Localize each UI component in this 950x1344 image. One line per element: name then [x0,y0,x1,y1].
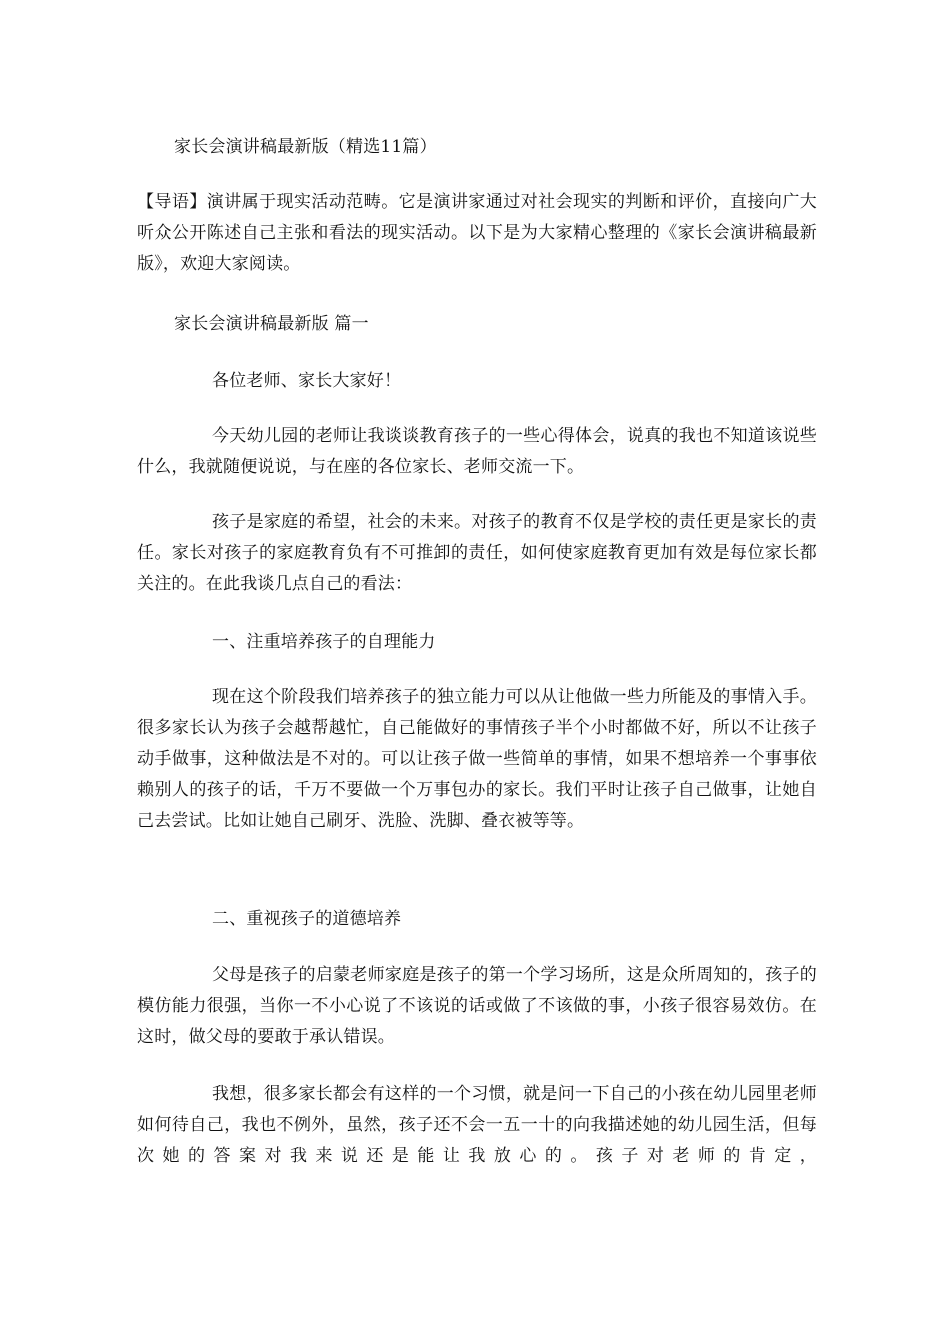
body-paragraph-4: 父母是孩子的启蒙老师家庭是孩子的第一个学习场所，这是众所周知的，孩子的模仿能力很强，当你一不小心说了不该说的话或做了不该做的事，小孩子很容易效仿。在这时，做父母的要敢于承认错误。 [137,965,817,1047]
intro-paragraph [137,187,817,280]
body-paragraph-3: 现在这个阶段我们培养孩子的独立能力可以从让他做一些力所能及的事情入手。很多家长认为孩子会越帮越忙，自己能做好的事情孩子半个小时都做不好，所以不让孩子动手做事，这种做法是不对的。可以让孩子做一些简单的事情，如果不想培养一个事事依赖别人的孩子的话，千万不要做一个万事包办的家长。我们平时让孩子自己做事，让她自己去尝试。比如让她自己刷牙、洗脸、洗脚、叠衣被等等。 [137,687,817,831]
subheading-2: 二、重视孩子的道德培养 [212,909,402,929]
body-paragraph-1: 今天幼儿园的老师让我谈谈教育孩子的一些心得体会，说真的我也不知道该说些什么，我就随便说说，与在座的各位家长、老师交流一下。 [137,426,817,477]
document-title: 家长会演讲稿最新版（精选11篇） [174,137,437,157]
subheading-1: 一、注重培养孩子的自理能力 [212,632,436,652]
intro-text: 演讲属于现实活动范畴。它是演讲家通过对社会现实的判断和评价，直接向广大听众公开陈述自己主张和看法的现实活动。以下是为大家精心整理的《家长会演讲稿最新版》，欢迎大家阅读。 [137,192,817,274]
section-heading: 家长会演讲稿最新版 篇一 [174,314,369,334]
greeting: 各位老师、家长大家好！ [212,371,402,391]
intro-lead: 【导语】 [137,192,207,212]
body-paragraph-2: 孩子是家庭的希望，社会的未来。对孩子的教育不仅是学校的责任更是家长的责任。家长对孩子的家庭教育负有不可推卸的责任，如何使家庭教育更加有效是每位家长都关注的。在此我谈几点自己的看法： [137,512,817,594]
body-paragraph-5: 我想，很多家长都会有这样的一个习惯，就是问一下自己的小孩在幼儿园里老师如何待自己，我也不例外，虽然，孩子还不会一五一十的向我描述她的幼儿园生活，但每次她的答案对我来说还是能让我放心的。孩子对老师的肯定， [137,1084,817,1166]
